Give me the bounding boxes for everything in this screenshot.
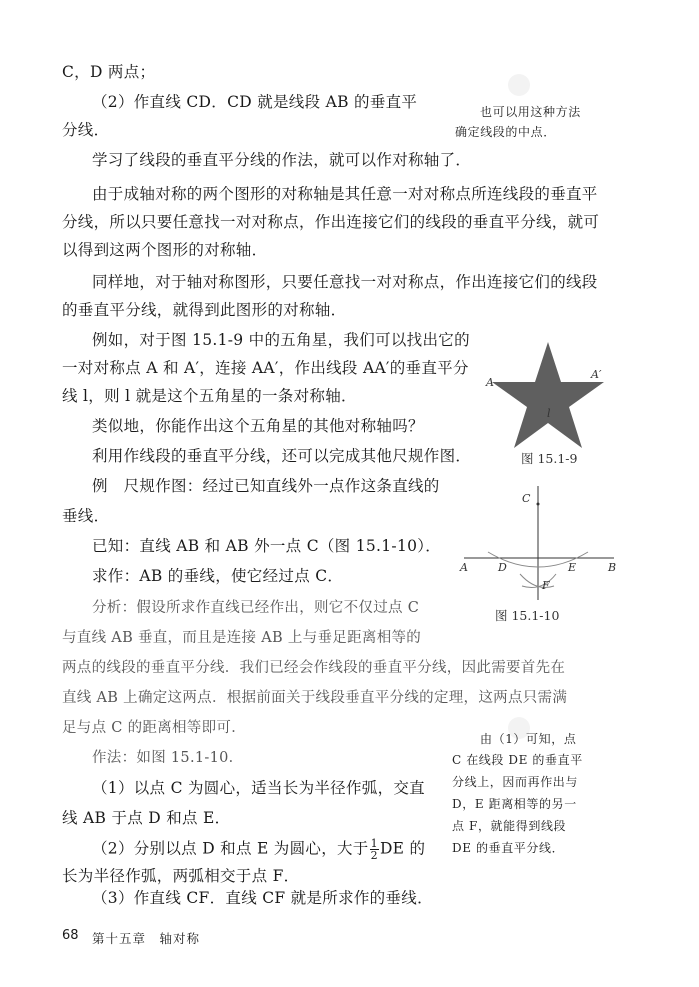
body-line: 利用作线段的垂直平分线，还可以完成其他尺规作图． <box>92 447 472 465</box>
side-note-line: 点 F，就能得到线段 <box>452 819 567 833</box>
figure-caption: 图 15.1-9 <box>521 451 578 466</box>
body-line-part: （2）分别以点 D 和点 E 为圆心，大于 <box>92 839 369 858</box>
side-note-line: 确定线段的中点． <box>455 125 556 139</box>
label-f: F <box>542 579 550 592</box>
label-c: C <box>522 492 531 505</box>
body-line: 求作：AB 的垂线，使它经过点 C． <box>92 567 344 585</box>
chapter-title: 第十五章 轴对称 <box>92 931 201 946</box>
decorative-circle <box>508 74 530 96</box>
example-heading: 例 尺规作图：经过已知直线外一点作这条直线的 <box>92 477 440 495</box>
body-line: 线 l，则 l 就是这个五角星的一条对称轴． <box>62 387 357 405</box>
analysis-line: 分析：假设所求作直线已经作出，则它不仅过点 C <box>92 600 420 616</box>
fraction-denominator: 2 <box>370 849 378 862</box>
label-a: A <box>486 376 494 389</box>
figure-caption: 图 15.1-10 <box>495 608 560 623</box>
side-note-line: D，E 距离相等的另一 <box>452 797 577 811</box>
side-note-line: 也可以用这种方法 <box>480 105 581 119</box>
body-line: 分线． <box>62 121 110 139</box>
analysis-line: 足与点 C 的距离相等即可． <box>62 720 247 736</box>
body-line: C，D 两点； <box>62 63 156 81</box>
body-line: 例如，对于图 15.1-9 中的五角星，我们可以找出它的 <box>92 331 470 349</box>
point-c <box>537 503 540 506</box>
side-note-line: DE 的垂直平分线． <box>452 841 565 855</box>
body-line: 长为半径作弧，两弧相交于点 F． <box>62 867 300 885</box>
side-note-line: C 在线段 DE 的垂直平 <box>452 753 583 767</box>
body-line: 已知：直线 AB 和 AB 外一点 C（图 15.1-10）． <box>92 537 442 555</box>
figure-15-1-10 <box>458 482 628 607</box>
body-line: 垂线． <box>62 507 110 525</box>
label-d: D <box>498 561 507 574</box>
body-line: （3）作直线 CF．直线 CF 就是所求作的垂线． <box>92 889 433 907</box>
method-heading: 作法：如图 15.1-10． <box>92 750 244 766</box>
body-line: 以得到这两个图形的对称轴． <box>62 241 268 259</box>
analysis-line: 两点的线段的垂直平分线．我们已经会作线段的垂直平分线，因此需要首先在 <box>62 660 566 676</box>
body-line: （2）作直线 CD．CD 就是线段 AB 的垂直平 <box>92 93 418 111</box>
fraction-numerator: 1 <box>370 837 378 850</box>
body-line: 学习了线段的垂直平分线的作法，就可以作对称轴了． <box>92 151 472 169</box>
label-l: l <box>547 407 551 420</box>
analysis-line: 与直线 AB 垂直，而且是连接 AB 上与垂足距离相等的 <box>62 630 422 646</box>
fraction-one-half <box>370 838 379 861</box>
body-line: 的垂直平分线，就得到此图形的对称轴． <box>62 301 347 319</box>
body-line-part: DE 的 <box>379 839 426 858</box>
side-note-line: 分线上，因而再作出与 <box>452 775 579 789</box>
label-a: A <box>460 561 468 574</box>
body-line: 一对对称点 A 和 A′，连接 AA′，作出线段 AA′的垂直平分 <box>62 359 469 377</box>
page-number: 68 <box>62 928 79 943</box>
figure-15-1-9-axis <box>538 395 558 445</box>
label-e: E <box>568 561 577 574</box>
body-line: 同样地，对于轴对称图形，只要任意找一对对称点，作出连接它们的线段 <box>92 273 598 291</box>
body-line: 类似地，你能作出这个五角星的其他对称轴吗？ <box>92 417 424 435</box>
body-line-with-fraction <box>92 838 425 861</box>
body-line: 由于成轴对称的两个图形的对称轴是其任意一对对称点所连线段的垂直平 <box>92 185 598 203</box>
body-line: 分线，所以只要任意找一对对称点，作出连接它们的线段的垂直平分线，就可 <box>62 213 600 231</box>
label-b: B <box>608 561 617 574</box>
body-line: 线 AB 于点 D 和点 E． <box>62 809 231 827</box>
label-a-prime: A′ <box>591 368 602 381</box>
body-line: （1）以点 C 为圆心，适当长为半径作弧，交直 <box>92 779 425 797</box>
side-note-line: 由（1）可知，点 <box>480 732 577 746</box>
analysis-line: 直线 AB 上确定这两点．根据前面关于线段垂直平分线的定理，这两点只需满 <box>62 690 568 706</box>
